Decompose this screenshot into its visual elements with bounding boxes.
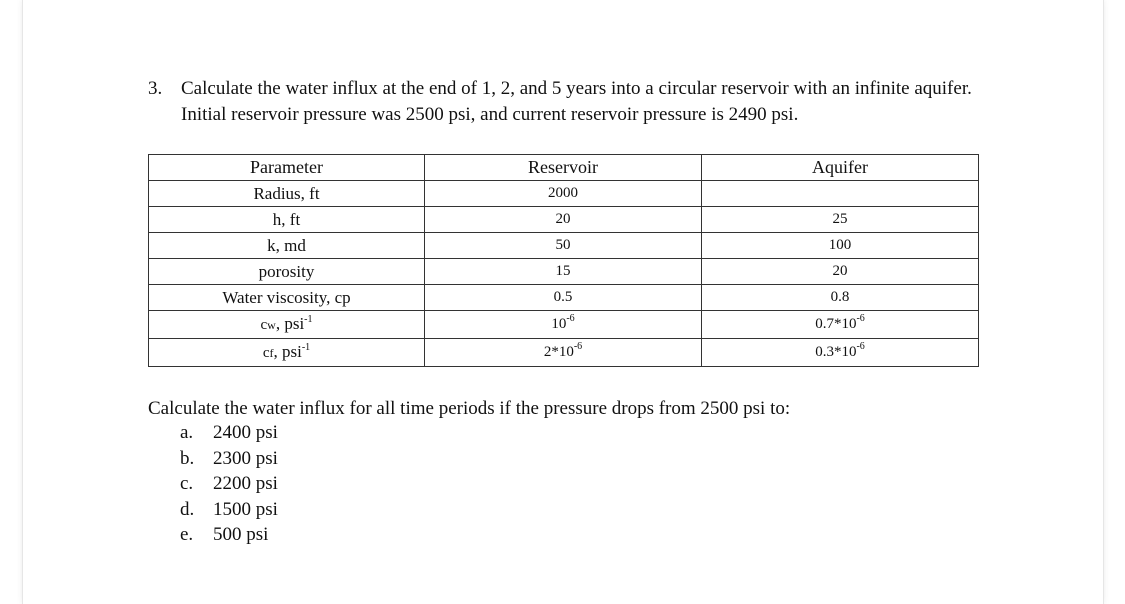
aquifer-cell bbox=[702, 181, 979, 207]
pressure-options-list bbox=[180, 420, 278, 548]
table-header-row bbox=[149, 155, 979, 181]
table-row-cw bbox=[149, 311, 979, 339]
followup-question: Calculate the water influx for all time periods if the pressure drops from 2500 psi to: bbox=[148, 398, 791, 419]
list-item bbox=[180, 471, 278, 497]
option-letter: c. bbox=[180, 473, 194, 494]
aquifer-cell: 100 bbox=[702, 233, 979, 259]
question-line-1: Calculate the water influx at the end of 1, 2, and 5 years into a circular reservoir with an infinite aquifer. bbox=[181, 78, 972, 99]
list-item bbox=[180, 522, 278, 548]
table-row-cf bbox=[149, 339, 979, 367]
parameter-table bbox=[148, 154, 979, 367]
table-row bbox=[149, 285, 979, 311]
reservoir-cell-cf: $2*10^{-6}$ bbox=[425, 339, 702, 367]
param-cell-cw: cw, psi$^{-1}$ bbox=[149, 311, 425, 339]
option-value: 1500 psi bbox=[213, 498, 278, 520]
aquifer-cell-cw: $0.7*10^{-6}$ bbox=[702, 311, 979, 339]
param-cell: k, md bbox=[149, 233, 425, 259]
aquifer-cell-cf: $0.3*10^{-6}$ bbox=[702, 339, 979, 367]
list-item bbox=[180, 497, 278, 523]
table-row bbox=[149, 233, 979, 259]
question-line-2: Initial reservoir pressure was 2500 psi, and current reservoir pressure is 2490 psi. bbox=[181, 104, 799, 125]
table-row bbox=[149, 181, 979, 207]
header-aquifer: Aquifer bbox=[702, 155, 979, 181]
list-item bbox=[180, 446, 278, 472]
reservoir-cell: 20 bbox=[425, 207, 702, 233]
param-cell: Radius, ft bbox=[149, 181, 425, 207]
reservoir-cell: 2000 bbox=[425, 181, 702, 207]
table-row bbox=[149, 259, 979, 285]
header-parameter: Parameter bbox=[149, 155, 425, 181]
param-cell: porosity bbox=[149, 259, 425, 285]
param-cell: h, ft bbox=[149, 207, 425, 233]
option-letter: d. bbox=[180, 498, 195, 520]
option-value: 2200 psi bbox=[213, 473, 278, 494]
option-letter: b. bbox=[180, 447, 195, 469]
option-letter: a. bbox=[180, 422, 194, 443]
table-row bbox=[149, 207, 979, 233]
question-3 bbox=[148, 76, 972, 128]
question-number: 3. bbox=[148, 78, 163, 99]
option-value: 500 psi bbox=[213, 524, 269, 545]
reservoir-cell: 50 bbox=[425, 233, 702, 259]
aquifer-cell: 25 bbox=[702, 207, 979, 233]
option-value: 2400 psi bbox=[213, 422, 278, 443]
reservoir-cell: 15 bbox=[425, 259, 702, 285]
aquifer-cell: 20 bbox=[702, 259, 979, 285]
param-cell-cf: cf, psi$^{-1}$ bbox=[149, 339, 425, 367]
param-cell: Water viscosity, cp bbox=[149, 285, 425, 311]
reservoir-cell-cw: $10^{-6}$ bbox=[425, 311, 702, 339]
header-reservoir: Reservoir bbox=[425, 155, 702, 181]
option-value: 2300 psi bbox=[213, 447, 278, 469]
reservoir-cell: 0.5 bbox=[425, 285, 702, 311]
aquifer-cell: 0.8 bbox=[702, 285, 979, 311]
list-item bbox=[180, 420, 278, 446]
option-letter: e. bbox=[180, 524, 194, 545]
